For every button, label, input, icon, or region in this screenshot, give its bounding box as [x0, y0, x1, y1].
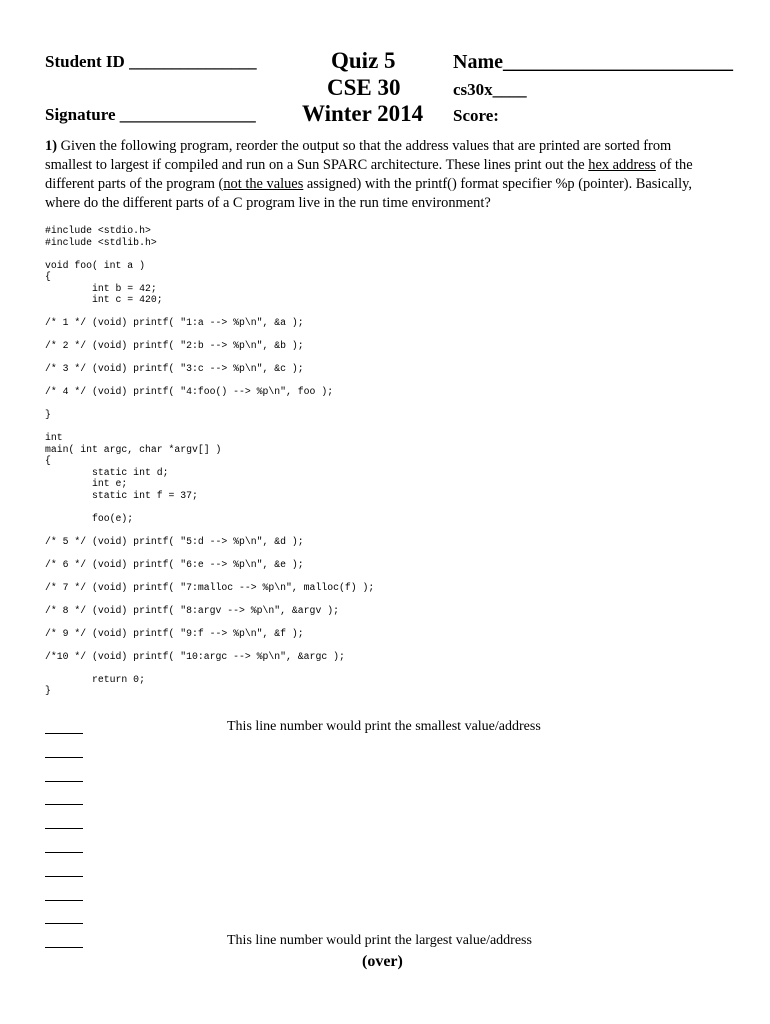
question-emphasis-hex-address: hex address — [588, 157, 656, 173]
answer-blank — [45, 733, 83, 734]
code-line — [45, 398, 374, 410]
code-line: /* 3 */ (void) printf( "3:c --> %p\n", &c ); — [45, 363, 304, 374]
question-emphasis-not-values: not the values — [223, 176, 304, 192]
code-line — [45, 524, 374, 536]
code-line: /* 2 */ (void) printf( "2:b --> %p\n", &b ); — [45, 340, 304, 351]
code-line: /* 7 */ (void) printf( "7:malloc --> %p\n", malloc(f) ); — [45, 581, 375, 593]
code-line: /* 6 */ (void) printf( "6:e --> %p\n", &e ); — [45, 558, 304, 570]
course-title: CSE 30 — [327, 75, 401, 100]
code-line: /* 1 */ (void) printf( "1:a --> %p\n", &a ); — [45, 317, 304, 328]
code-line: /* 5 */ (void) printf( "5:d --> %p\n", &d ); — [45, 535, 304, 547]
code-line: /* 9 */ (void) printf( "9:f --> %p\n", &f ); — [45, 627, 304, 639]
account-field: cs30x____ — [453, 80, 527, 99]
answer-blank — [45, 947, 83, 948]
answer-blank — [45, 828, 83, 829]
code-listing — [45, 225, 374, 697]
code-line: } — [45, 409, 51, 420]
code-line: foo(e); — [45, 512, 134, 524]
code-line — [45, 547, 374, 559]
code-line: } — [45, 685, 51, 696]
over-label: (over) — [362, 953, 403, 970]
code-line: return 0; — [45, 673, 145, 685]
term-title: Winter 2014 — [302, 101, 424, 126]
code-line — [45, 570, 374, 582]
code-line: static int d; — [45, 466, 169, 478]
code-line: { — [45, 271, 51, 282]
code-line: void foo( int a ) — [45, 259, 145, 271]
code-line: int b = 42; — [45, 282, 157, 294]
code-line: /* 4 */ (void) printf( "4:foo() --> %p\n", foo ); — [45, 386, 334, 397]
code-line — [45, 639, 374, 651]
largest-address-note: This line number would print the largest value/address — [227, 933, 532, 948]
answer-blank — [45, 852, 83, 853]
code-line — [45, 375, 374, 387]
question-text-1: Given the following program, reorder the output so that the address values that are printed are sorted from smallest to largest if compiled and run on a Sun SPARC architecture. These lines print out the — [45, 138, 672, 173]
question-text-2: of the different parts of the program ( — [45, 157, 693, 192]
code-line: static int f = 37; — [45, 489, 198, 501]
score-field: Score: — [453, 106, 499, 125]
code-line — [45, 616, 374, 628]
code-line: /* 8 */ (void) printf( "8:argv --> %p\n", &argv ); — [45, 604, 339, 616]
code-line — [45, 329, 374, 341]
code-line — [45, 662, 374, 674]
code-line: main( int argc, char *argv[] ) — [45, 443, 222, 455]
code-line: #include <stdio.h> — [45, 225, 151, 236]
question-text-3: assigned) with the printf() format specifier %p (pointer). Basically, where do the different parts of a C program live in the run time environment? — [45, 176, 692, 211]
answer-blank — [45, 804, 83, 805]
code-line: int — [45, 432, 63, 443]
code-line: #include <stdlib.h> — [45, 236, 157, 248]
name-field: Name_______________________ — [453, 51, 733, 73]
code-line — [45, 501, 374, 513]
code-line: { — [45, 455, 51, 466]
question-1 — [45, 137, 721, 213]
answer-blank — [45, 900, 83, 901]
code-line: int c = 420; — [45, 294, 163, 305]
code-line: int e; — [45, 478, 128, 489]
code-line: /*10 */ (void) printf( "10:argc --> %p\n", &argc ); — [45, 650, 345, 662]
answer-blank — [45, 781, 83, 782]
answer-blank — [45, 876, 83, 877]
quiz-title: Quiz 5 — [331, 48, 396, 73]
code-line — [45, 306, 374, 318]
code-line — [45, 593, 374, 605]
answer-blank — [45, 757, 83, 758]
code-line — [45, 248, 374, 260]
answer-blank — [45, 923, 83, 924]
smallest-address-note: This line number would print the smallest value/address — [227, 719, 541, 734]
signature-field: Signature ________________ — [45, 105, 256, 124]
student-id-field: Student ID _______________ — [45, 52, 257, 71]
code-line — [45, 352, 374, 364]
code-line — [45, 421, 374, 433]
question-number: 1) — [45, 138, 57, 154]
